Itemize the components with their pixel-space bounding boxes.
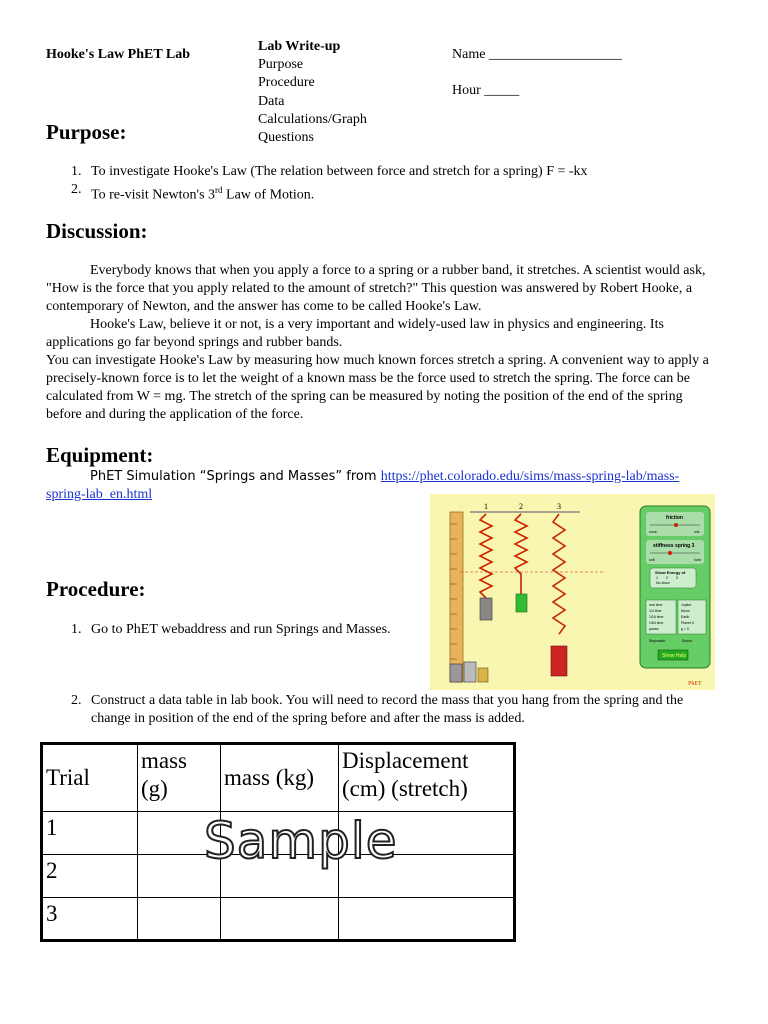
procedure-heading: Procedure: [46,577,146,601]
list-item [46,621,426,639]
stiffness-min: soft [649,558,655,562]
friction-label: friction [666,515,683,521]
friction-thumb [674,523,678,527]
sample-watermark: Sample [204,812,398,870]
writeup-title: Lab Write-up [258,39,341,54]
name-field: Name ___________________ [452,47,622,62]
discussion-paragraph: You can investigate Hooke's Law by measuring how much known forces stretch a spring. A convenient way to apply a precisely-known force is to let the weight of a known mass be the force used to stretch the spring. The force can be calculated from W = mg. The stretch of the spring can be measured by noting the position of the end of the spring before and during the application of the force. [46,353,709,422]
list-item [46,181,726,205]
list-item [46,692,726,728]
spring-label: 1 [484,502,488,511]
phet-link[interactable]: https://phet.colorado.edu/sims/mass-spring-lab/mass-spring-lab_en.html [46,469,680,502]
discussion-paragraph: Everybody knows that when you apply a force to a spring or a rubber band, it stretches. A scientist would ask, "How is the force that you apply related to the amount of stretch?" This question was answered by Robert Hooke, a contemporary of Newton, and the answer has come to be called Hooke's Law. [46,263,706,314]
list-text: Construct a data table in lab book. You will need to record the mass that you hang from the spring and the change in position of the end of the spring before and after the mass is added. [91,693,684,726]
table-cell [339,898,515,941]
table-cell [138,898,221,941]
stiffness-label: stiffness spring 3 [653,543,695,549]
table-cell: 1 [42,812,138,855]
spring-label: 2 [519,502,523,511]
header-mass-kg: mass (kg) [221,744,339,812]
list-text: To re-visit Newton's 3 [91,187,216,203]
header-displacement: Displacement (cm) (stretch) [339,744,515,812]
planet-option: Jupiter [681,603,692,607]
list-item [46,163,726,181]
writeup-item: Purpose [258,57,304,73]
superscript: rd [215,185,223,195]
list-text: To investigate Hooke's Law (The relation between force and stretch for a spring) F = -kx [91,164,588,179]
table-cell [221,898,339,941]
planet-option: g = 0 [681,627,689,631]
purpose-heading: Purpose: [46,120,127,144]
table-cell: 2 [42,855,138,898]
mass-green [516,594,527,612]
time-option: 1/16 time [649,615,664,619]
planet-option: Earth [681,615,690,619]
equipment-description: PhET Simulation “Springs and Masses” from [90,469,381,484]
energy-option: 2 [666,576,668,580]
energy-option: 1 [656,576,658,580]
list-number: 2. [71,182,82,197]
discussion-paragraph: Hooke's Law, believe it or not, is a very important and widely-used law in physics and engineering. Its applications go far beyond springs and rubber bands. [46,317,664,350]
list-number: 1. [71,622,82,637]
floor-mass [478,668,488,682]
energy-option: 3 [676,576,678,580]
mass-grey [480,598,492,620]
hour-field: Hour _____ [452,83,520,98]
writeup-item: Questions [258,130,314,146]
stopwatch-checkbox: Stopwatch [649,639,666,643]
show-help-label: Show Help [662,653,687,659]
floor-mass [450,664,462,682]
discussion-heading: Discussion: [46,219,148,243]
sound-checkbox: Sound [682,639,693,643]
writeup-outline [258,38,367,147]
energy-title: Show Energy of [655,570,686,575]
floor-mass [464,662,476,682]
mass-red [551,646,567,676]
time-option: 1/4 time [649,609,662,613]
writeup-item: Calculations/Graph [258,111,367,127]
time-option: pause [649,627,659,631]
discussion-body [46,262,716,424]
list-text: Go to PhET webaddress and run Springs and Masses. [91,622,391,637]
planet-option: Planet X [681,621,695,625]
equipment-heading: Equipment: [46,443,154,467]
writeup-item: Procedure [258,75,315,91]
table-cell: 3 [42,898,138,941]
friction-min: none [649,530,657,534]
header-mass-g: mass (g) [138,744,221,812]
friction-max: lots [694,530,700,534]
list-text: Law of Motion. [222,187,315,203]
time-option: 1/64 time [649,621,664,625]
spring-label: 3 [557,502,561,511]
lab-title: Hooke's Law PhET Lab [46,47,191,62]
ruler [450,512,463,682]
stiffness-thumb [668,551,672,555]
planet-option: Moon [681,609,690,613]
energy-option: No show [656,581,670,585]
list-number: 1. [71,164,82,179]
procedure-step-1 [46,621,426,639]
procedure-step-2 [46,692,726,728]
list-number: 2. [71,693,82,708]
stiffness-max: hard [694,558,702,562]
phet-logo: PhET [688,681,702,687]
table-row [42,898,515,941]
phet-simulation-image [430,494,715,690]
purpose-list [46,163,726,205]
writeup-item: Data [258,93,285,109]
header-trial: Trial [42,744,138,812]
table-header-row [42,744,515,812]
time-option: real time [649,603,663,607]
